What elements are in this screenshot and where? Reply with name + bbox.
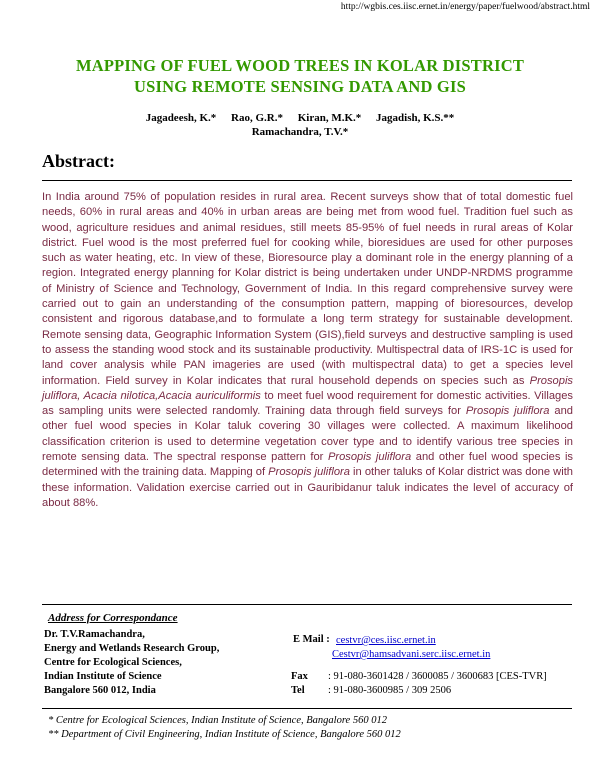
abstract-text-4: and other fuel wood species is determined with the training data. Mapping of [42,451,574,479]
contact-institute: Indian Institute of Science [44,671,162,682]
email-link-1[interactable]: cestvr@ces.iisc.ernet.in [336,635,436,646]
paper-title [0,55,600,97]
species-name: Prosopis juliflora [327,451,412,464]
correspondence-address [44,628,219,698]
contact-city: Bangalore 560 012, India [44,685,156,696]
abstract-text-2: to meet fuel wood requirement for domestic activities. Villages as sampling units were selected randomly. Training data through field surveys for [42,389,573,418]
divider [42,708,572,709]
author-list [0,111,600,139]
abstract-body [42,190,573,511]
abstract-text-3: and other fuel wood species in Kolar taluk covering 30 villages were collected. A maximum likelihood classification criterion is used to determine vegetation cover type and to identify various tree species in remote sensing data. The spectral response pattern for [42,405,574,464]
species-names: Prosopis juliflora, Acacia nilotica,Acacia auriculiformis [42,374,573,402]
email-list [332,634,491,662]
species-name: Prosopis juliflora [268,466,350,479]
author-2: Rao, G.R.* [231,112,283,124]
footnote-2: ** Department of Civil Engineering, Indian Institute of Science, Bangalore 560 012 [48,729,401,740]
author-5: Ramachandra, T.V.* [251,126,349,138]
abstract-text-5: in other taluks of Kolar district was done with these information. Validation exercise carried out in Gauribidanur taluk indicates the level of accuracy of about 88%. [42,466,573,509]
author-4: Jagadish, K.S.** [376,112,455,124]
tel-label: Tel [291,685,305,696]
page-url: http://wgbis.ces.iisc.ernet.in/energy/paper/fuelwood/abstract.html [340,2,590,12]
contact-centre: Centre for Ecological Sciences, [44,657,182,668]
email-link-2[interactable]: Cestvr@hamsadvani.serc.iisc.ernet.in [332,649,491,660]
contact-group: Energy and Wetlands Research Group, [44,643,220,654]
abstract-heading: Abstract: [42,151,115,171]
divider [42,604,572,605]
fax-number: : 91-080-3601428 / 3600085 / 3600683 [CES-TVR] [328,671,547,682]
tel-number: : 91-080-3600985 / 309 2506 [328,685,452,696]
title-line-2: USING REMOTE SENSING DATA AND GIS [134,77,466,96]
email-label: E Mail : [293,634,330,645]
abstract-text-1: In India around 75% of population resides in rural area. Recent surveys show that of total domestic fuel needs, 60% in rural areas and 40% in urban areas are being met from wood fuel. Tradition fuel such as wood, agriculture residues and animal residues, still meets 85-95% of fuel needs in rural areas of Kolar district. Fuel wood is the most preferred fuel for cooking while, bioresidues are used for other purposes such as water heating, etc. In view of these, Bioresource play a dominant role in the energy planning of a region. Integrated energy planning for Kolar district is being undertaken under UNDP-NRDMS programme of Ministry of Science and Technology, Government of India. In this regard comprehensive survey were carried out to gain an understanding of the consumption pattern, mapping of bioresources, develop consistent and rigorous database,and to formulate a long term strategy for sustainable development. Remote sensing data, Geographic Information System (GIS),field surveys and destructive sampling is used to assess the standing wood stock and its sustainable productivity. Multispectral data of IRS-1C is used for land cover analysis while PAN imageries are used (with multispectral data) to get a species level information. Field survey in Kolar indicates that rural household depends on species such as [42,191,573,387]
correspondence-heading: Address for Correspondance [48,612,178,624]
species-name: Prosopis juliflora [465,405,550,418]
contact-name: Dr. T.V.Ramachandra, [44,629,145,640]
divider [42,180,572,181]
fax-label: Fax [291,671,308,682]
author-1: Jagadeesh, K.* [145,112,217,124]
title-line-1: MAPPING OF FUEL WOOD TREES IN KOLAR DISTRICT [75,56,525,75]
author-3: Kiran, M.K.* [297,112,362,124]
footnote-1: * Centre for Ecological Sciences, Indian Institute of Science, Bangalore 560 012 [48,715,387,726]
